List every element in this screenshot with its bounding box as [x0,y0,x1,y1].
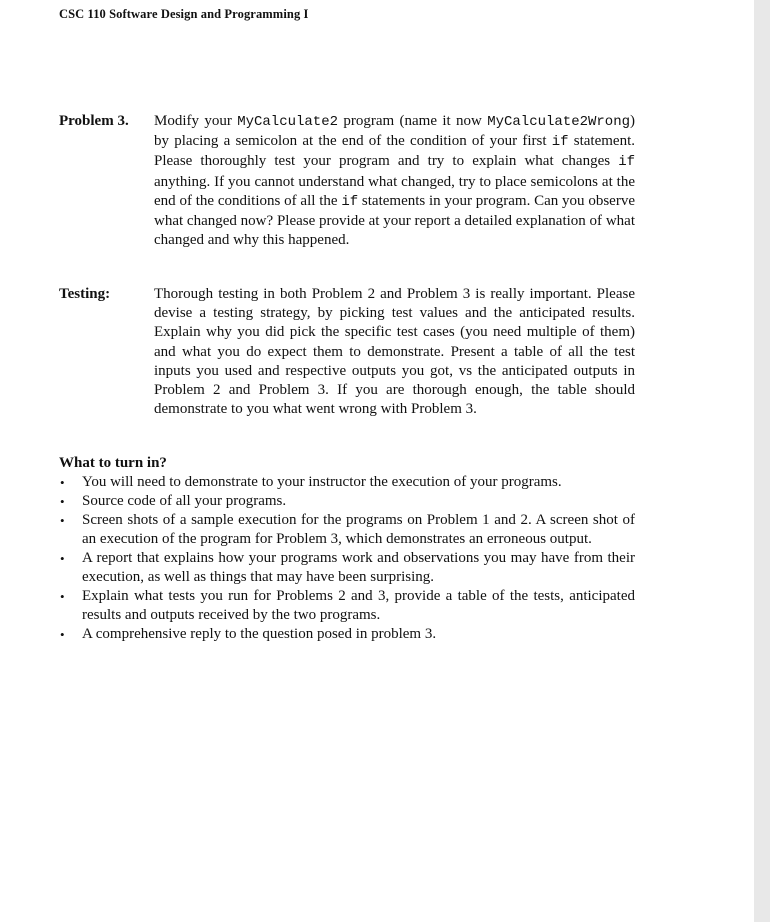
code-if-keyword: if [618,154,635,171]
problem-3-section [59,112,635,250]
list-item-text: You will need to demonstrate to your instructor the execution of your programs. [82,474,562,490]
page-header: CSC 110 Software Design and Programming I [59,7,309,21]
problem-3-text-part: statement. Please thoroughly test your program and try to explain what changes [154,133,635,170]
list-item-text: A comprehensive reply to the question posed in problem 3. [82,626,437,642]
problem-3-text-part: program (name it now [338,113,488,129]
bullet-icon: • [60,589,65,604]
bullet-icon: • [60,513,65,528]
scrollbar-track[interactable] [754,0,770,922]
problem-3-text-part: ) by placing a semicolon at the end of the condition of your first [154,113,636,150]
bullet-icon: • [60,475,65,490]
list-item-text: A report that explains how your programs work and observations you may have from their execution, as well as things that may have been surprising. [82,550,635,585]
bullet-icon: • [60,627,65,642]
testing-text: Thorough testing in both Problem 2 and Problem 3 is really important. Please devise a testing strategy, by picking test values and the anticipated results. Explain why you did pick the specific test cases (you need multiple of them) and what you do expect them to demonstrate. Present a table of all the test inputs you used and respective outputs you got, vs the anticipated outputs in Problem 2 and Problem 3. If you are thorough enough, the table should demonstrate to you what went wrong with Problem 3. [154,286,635,418]
problem-3-text [154,112,635,250]
list-item-text: Screen shots of a sample execution for the programs on Problem 1 and 2. A screen shot of an execution of the program for Problem 3, which demonstrates an erroneous output. [82,512,635,547]
problem-3-text-part: Modify your [154,113,238,129]
turn-in-heading: What to turn in? [59,455,167,471]
code-program-name: MyCalculate2 [237,114,339,130]
list-item [59,587,635,625]
list-item-text: Source code of all your programs. [82,493,287,509]
list-item [59,492,635,511]
bullet-icon: • [60,494,65,509]
turn-in-list [59,473,635,644]
list-item [59,473,635,492]
testing-section [59,285,635,419]
problem-3-label: Problem 3. [59,113,129,129]
problem-3-text-part: anything. If you cannot understand what changed, try to place semicolons at the end of the conditions of all the [154,173,635,209]
list-item [59,625,635,644]
testing-label: Testing: [59,286,111,302]
code-if-keyword: if [341,193,359,210]
list-item-text: Explain what tests you run for Problems 2 and 3, provide a table of the tests, anticipated results and outputs received by the two programs. [82,588,635,623]
code-if-keyword: if [551,134,569,151]
list-item [59,549,635,587]
problem-3-text-part: statements in your program. Can you observe what changed now? Please provide at your report a detailed explanation of what changed and why this happened. [154,192,635,249]
bullet-icon: • [60,551,65,566]
list-item [59,511,635,549]
code-new-program-name: MyCalculate2Wrong [487,114,631,130]
